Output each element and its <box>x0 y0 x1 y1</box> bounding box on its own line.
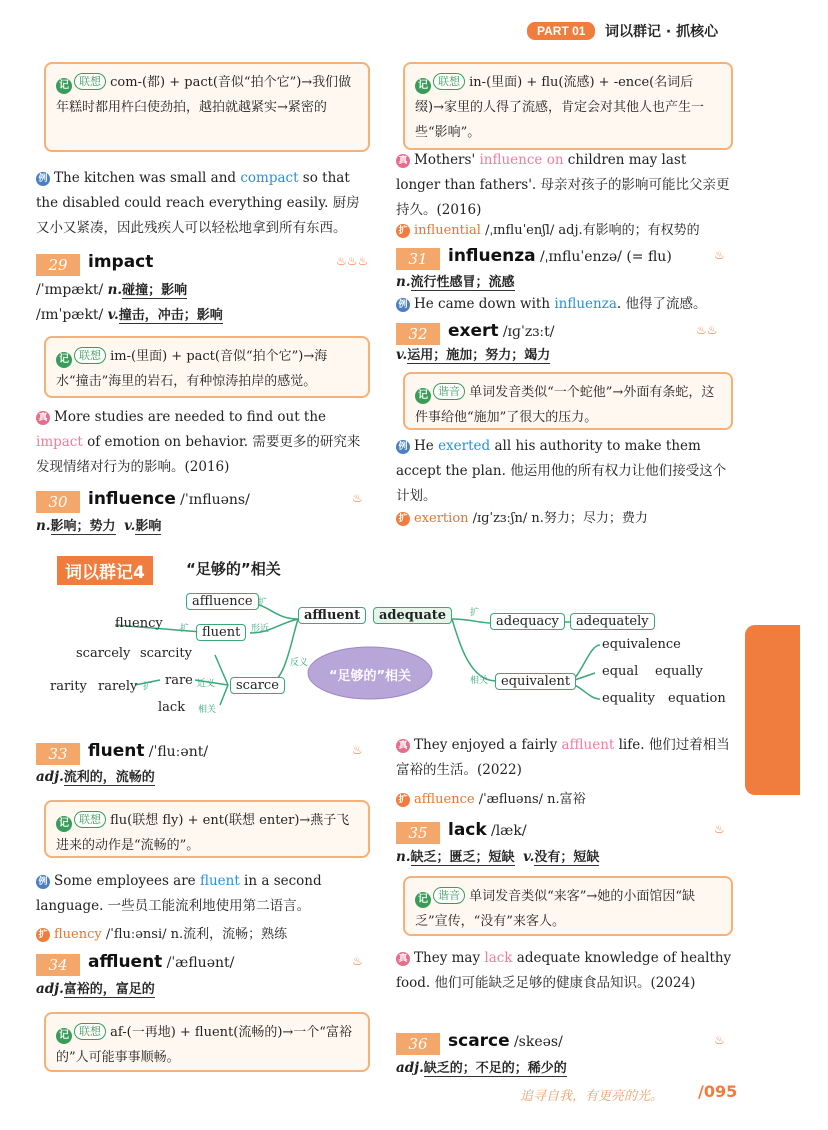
example-icon: 例 <box>36 172 50 186</box>
example-compact: 例 The kitchen was small and compact so that the disabled could reach everything easily. 厨房又小又紧凑，因此残疾人可以轻松地拿到所有东西。 <box>36 170 360 236</box>
extension-icon: 扩 <box>396 224 410 238</box>
impact-sense-2: /ɪmˈpækt/ v.撞击，冲击；影响 <box>36 307 223 323</box>
tip-affluent: 记 联想 af-(一再地) + fluent(流畅的)→一个“富裕的”人可能事事顺畅。 <box>44 1012 370 1072</box>
extension-icon: 扩 <box>396 512 410 526</box>
fluent-sense: adj.流利的，流畅的 <box>36 769 155 785</box>
affluent-sense: adj.富裕的，富足的 <box>36 981 155 997</box>
node-rarity: rarity <box>50 679 87 694</box>
scarce-sense: adj.缺乏的；不足的；稀少的 <box>396 1060 567 1076</box>
frequency-icon: ♨♨♨ <box>336 254 369 268</box>
example-icon: 例 <box>36 875 50 889</box>
influenza-sense: n.流行性感冒；流感 <box>396 274 515 290</box>
lack-senses: n.缺乏；匮乏；短缺 v.没有；短缺 <box>396 849 600 865</box>
frequency-icon: ♨ <box>714 248 725 262</box>
node-fluency: fluency <box>115 616 163 631</box>
tip-badge: 联想 <box>74 73 106 90</box>
node-scarcity: scarcity <box>140 646 192 661</box>
impact-sense-1: /ˈɪmpækt/ n.碰撞；影响 <box>36 282 188 298</box>
entry-fluent: 33 fluent /ˈfluːənt/ ♨ <box>36 741 372 765</box>
node-equally: equally <box>655 664 703 679</box>
unit-tab-label: Unit 4 Lesson 1 <box>808 640 828 788</box>
example-impact: 真 More studies are needed to find out the impact of emotion on behavior. 需要更多的研究来发现情绪对行为的影响。(2016) <box>36 409 361 475</box>
example-influenza: 例 He came down with influenza. 他得了流感。 <box>396 292 732 317</box>
example-affluent: 真 They enjoyed a fairly affluent life. 他们过着相当富裕的生活。(2022) <box>396 737 730 778</box>
frequency-icon: ♨ <box>352 743 363 757</box>
node-rare: rare <box>165 673 193 688</box>
entry-influence: 30 influence /ˈɪnfluəns/ ♨ <box>36 489 372 513</box>
frequency-icon: ♨ <box>352 954 363 968</box>
entry-impact <box>36 252 372 276</box>
memory-icon: 记 <box>415 78 431 94</box>
node-rarely: rarely <box>98 679 138 694</box>
entry-lack: 35 lack /læk/ ♨ <box>396 820 732 844</box>
extension-affluence: 扩 affluence /ˈæfluəns/ n.富裕 <box>396 787 732 812</box>
node-adequately: adequately <box>570 613 655 630</box>
extension-influential: 扩 influential /ˌɪnfluˈenʃl/ adj.有影响的；有权势的 <box>396 218 736 243</box>
frequency-icon: ♨♨ <box>696 323 718 337</box>
group-subtitle: “足够的”相关 <box>186 560 281 578</box>
example-icon: 例 <box>396 440 410 454</box>
extension-icon: 扩 <box>396 793 410 807</box>
node-scarcely: scarcely <box>76 646 131 661</box>
node-equal: equal <box>602 664 639 679</box>
exam-icon: 真 <box>396 739 410 753</box>
memory-icon: 记 <box>56 1028 72 1044</box>
frequency-icon: ♨ <box>352 491 363 505</box>
memory-icon: 记 <box>56 352 72 368</box>
exam-icon: 真 <box>36 411 50 425</box>
exam-icon: 真 <box>396 154 410 168</box>
extension-icon: 扩 <box>36 928 50 942</box>
frequency-icon: ♨ <box>714 822 725 836</box>
extension-exertion: 扩 exertion /ɪɡˈzɜːʃn/ n.努力；尽力；费力 <box>396 506 732 531</box>
node-adequacy: adequacy <box>490 613 565 630</box>
entry-influenza: 31 influenza /ˌɪnfluˈenzə/ (= flu) ♨ <box>396 246 732 270</box>
extension-fluency: 扩 fluency /ˈfluːənsi/ n.流利，流畅；熟练 <box>36 922 372 947</box>
tip-lack: 记 谐音 单词发音类似“来客”→她的小面馆因“缺乏”宣传，“没有”来客人。 <box>403 876 733 936</box>
example-exert: 例 He exerted all his authority to make them accept the plan. 他运用他的所有权力让他们接受这个计划。 <box>396 438 727 504</box>
part-badge: PART 01 <box>527 22 595 40</box>
header-title: 词以群记 · 抓核心 <box>605 24 719 40</box>
frequency-icon: ♨ <box>714 1033 725 1047</box>
example-lack: 真 They may lack adequate knowledge of healthy food. 他们可能缺乏足够的健康食品知识。(2024) <box>396 950 732 991</box>
example-influence: 真 Mothers' influence on children may last longer than fathers'. 母亲对孩子的影响可能比父亲更持久。(2016) <box>396 152 730 218</box>
entry-affluent: 34 affluent /ˈæfluənt/ ♨ <box>36 952 372 976</box>
tip-exert: 记 谐音 单词发音类似“一个蛇他”→外面有条蛇，这件事给他“施加”了很大的压力。 <box>403 372 733 430</box>
example-fluent: 例 Some employees are fluent in a second language. 一些员工能流利地使用第二语言。 <box>36 873 322 914</box>
exert-sense: v.运用；施加；努力；竭力 <box>396 347 551 363</box>
tip-compact <box>44 62 370 152</box>
page-number: /095 <box>698 1082 738 1101</box>
tip-fluent: 记 联想 flu(联想 fly) + ent(联想 enter)→燕子飞进来的动作是“流畅的”。 <box>44 800 370 858</box>
node-equivalence: equivalence <box>602 637 681 652</box>
node-affluence: affluence <box>186 593 259 610</box>
entry-scarce: 36 scarce /skeəs/ ♨ <box>396 1031 732 1055</box>
node-equality: equality <box>602 691 656 706</box>
node-affluent: affluent <box>298 607 366 624</box>
memory-icon: 记 <box>56 78 72 94</box>
entry-exert: 32 exert /ɪɡˈzɜːt/ ♨♨ <box>396 321 732 345</box>
node-adequate: adequate <box>373 607 452 624</box>
node-lack: lack <box>158 700 186 715</box>
highlight-word: compact <box>240 170 299 186</box>
memory-icon: 记 <box>56 816 72 832</box>
memory-icon: 记 <box>415 388 431 404</box>
node-fluent: fluent <box>196 624 246 641</box>
influence-senses: n.影响；势力 v.影响 <box>36 518 162 534</box>
tip-influence: 记 联想 in-(里面) + flu(流感) + -ence(名词后缀)→家里的人得了流感，肯定会对其他人也产生一些“影响”。 <box>403 62 733 150</box>
tip-impact: 记 联想 im-(里面) + pact(音似“拍个它”)→海水“撞击”海里的岩石，有种惊涛拍岸的感觉。 <box>44 336 370 398</box>
node-center: “足够的”相关 <box>328 669 412 684</box>
mind-map: affluence fluency fluent 扩 形近 扩 affluent adequate scarcely scarcity 反义 rarity rarely 扩 rare 近义 scarce lack 相关 “足够的”相关 扩 adequacy adequately 相关 equivalent equivalence equal equally equality equation <box>40 585 740 725</box>
example-icon: 例 <box>396 298 410 312</box>
node-scarce: scarce <box>230 677 285 694</box>
entry-number: 29 <box>36 254 80 276</box>
node-equation: equation <box>668 691 726 706</box>
footer-motto: 追寻自我，有更亮的光。 <box>520 1089 664 1104</box>
entry-word: impact <box>88 252 154 272</box>
exam-icon: 真 <box>396 952 410 966</box>
memory-icon: 记 <box>415 892 431 908</box>
group-title: 词以群记4 <box>57 556 153 585</box>
tip-text: com-(都) + pact(音似“拍个它”)→我们做年糕时都用杵臼使劲拍，越拍就越紧实→紧密的 <box>56 75 352 115</box>
node-equivalent: equivalent <box>495 673 576 690</box>
